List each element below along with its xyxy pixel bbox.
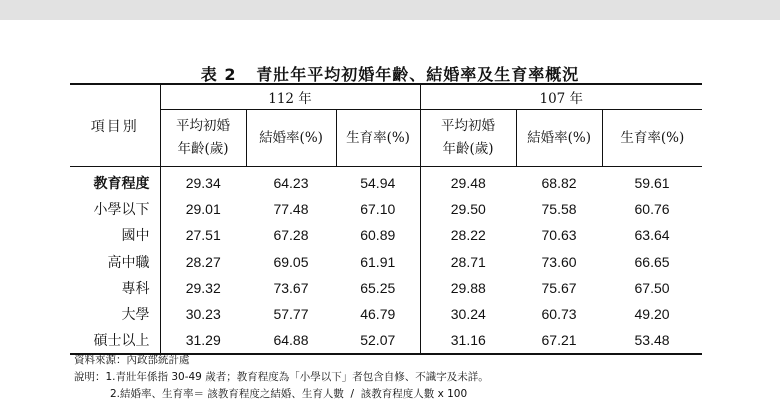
table-row	[70, 275, 702, 301]
header-fertility-112: 生育率(%)	[336, 110, 420, 167]
cell-fertility-107: 59.61	[634, 175, 670, 192]
cell-fertility-112: 52.07	[336, 327, 420, 354]
cell-marriage-107: 75.58	[541, 201, 577, 218]
row-label: 大學	[121, 306, 150, 323]
header-age-line1: 平均初婚	[176, 118, 230, 134]
cell-marriage-107: 60.73	[541, 306, 577, 323]
row-label: 國中	[121, 227, 150, 244]
cell-marriage-112: 67.28	[273, 227, 309, 244]
cell-fertility-112: 61.91	[360, 253, 396, 270]
cell-marriage-107: 73.60	[541, 253, 577, 270]
header-age-line1: 平均初婚	[441, 118, 496, 134]
cell-age-112: 31.29	[160, 327, 246, 354]
marriage-fertility-table	[70, 83, 702, 355]
cell-marriage-112: 64.23	[273, 175, 309, 192]
cell-fertility-112: 67.10	[360, 201, 396, 218]
cell-age-112: 29.34	[160, 167, 246, 197]
cell-marriage-107: 70.63	[541, 227, 577, 244]
explanation-note-2: 2.結婚率、生育率＝ 該教育程度之結婚、生育人數 / 該教育程度人數 x 100	[110, 388, 468, 400]
cell-fertility-107: 66.65	[634, 253, 670, 270]
table-row	[70, 249, 702, 275]
cell-age-107: 28.71	[420, 249, 516, 275]
header-marriage-112: 結婚率(%)	[246, 110, 336, 167]
table-title: 表 2 青壯年平均初婚年齡、結婚率及生育率概況	[200, 65, 580, 84]
cell-fertility-112: 54.94	[360, 175, 396, 192]
cell-age-112: 29.01	[160, 196, 246, 222]
cell-marriage-112: 69.05	[273, 253, 309, 270]
cell-fertility-107: 60.76	[634, 201, 670, 218]
cell-fertility-107: 67.50	[634, 279, 670, 296]
cell-age-107: 29.88	[420, 275, 516, 301]
cell-marriage-107: 68.82	[541, 175, 577, 192]
item-column-header: 項目別	[70, 84, 160, 167]
row-label: 專科	[121, 279, 150, 296]
cell-fertility-112: 65.25	[360, 279, 396, 296]
group-header-107: 107 年	[420, 84, 702, 110]
cell-age-107: 30.24	[420, 301, 516, 327]
header-age-112	[160, 110, 246, 167]
cell-marriage-112: 64.88	[246, 327, 336, 354]
cell-marriage-107: 67.21	[516, 327, 602, 354]
header-age-line2: 年齡(歲)	[177, 141, 229, 157]
header-age-line2: 年齡(歲)	[442, 141, 494, 157]
cell-fertility-112: 46.79	[360, 306, 396, 323]
cell-fertility-112: 60.89	[360, 227, 396, 244]
header-age-107	[420, 110, 516, 167]
cell-marriage-112: 77.48	[273, 201, 309, 218]
group-header-112: 112 年	[160, 84, 420, 110]
table-row	[70, 167, 702, 197]
cell-age-107: 28.22	[420, 222, 516, 248]
cell-fertility-107: 49.20	[634, 306, 670, 323]
top-toolbar-strip	[0, 0, 780, 20]
cell-age-107: 31.16	[420, 327, 516, 354]
explanation-note-1: 說明：1.青壯年係指 30-49 歲者；教育程度為「小學以下」者包含自修、不識字及未詳。	[74, 371, 489, 383]
table-row	[70, 222, 702, 248]
row-label: 高中職	[107, 253, 150, 270]
cell-age-112: 28.27	[160, 249, 246, 275]
source-note: 資料來源：內政部統計處	[74, 354, 190, 366]
table-row	[70, 196, 702, 222]
table-row	[70, 301, 702, 327]
cell-age-107: 29.48	[420, 167, 516, 197]
row-label: 教育程度	[93, 175, 150, 192]
row-label: 碩士以上	[70, 327, 160, 354]
header-fertility-107: 生育率(%)	[602, 110, 702, 167]
cell-marriage-107: 75.67	[541, 279, 577, 296]
row-label: 小學以下	[93, 201, 150, 218]
cell-age-112: 29.32	[160, 275, 246, 301]
table-row	[70, 327, 702, 354]
cell-age-107: 29.50	[420, 196, 516, 222]
cell-fertility-107: 53.48	[602, 327, 702, 354]
header-marriage-107: 結婚率(%)	[516, 110, 602, 167]
cell-marriage-112: 73.67	[273, 279, 309, 296]
cell-fertility-107: 63.64	[634, 227, 670, 244]
cell-marriage-112: 57.77	[273, 306, 309, 323]
cell-age-112: 27.51	[160, 222, 246, 248]
cell-age-112: 30.23	[160, 301, 246, 327]
